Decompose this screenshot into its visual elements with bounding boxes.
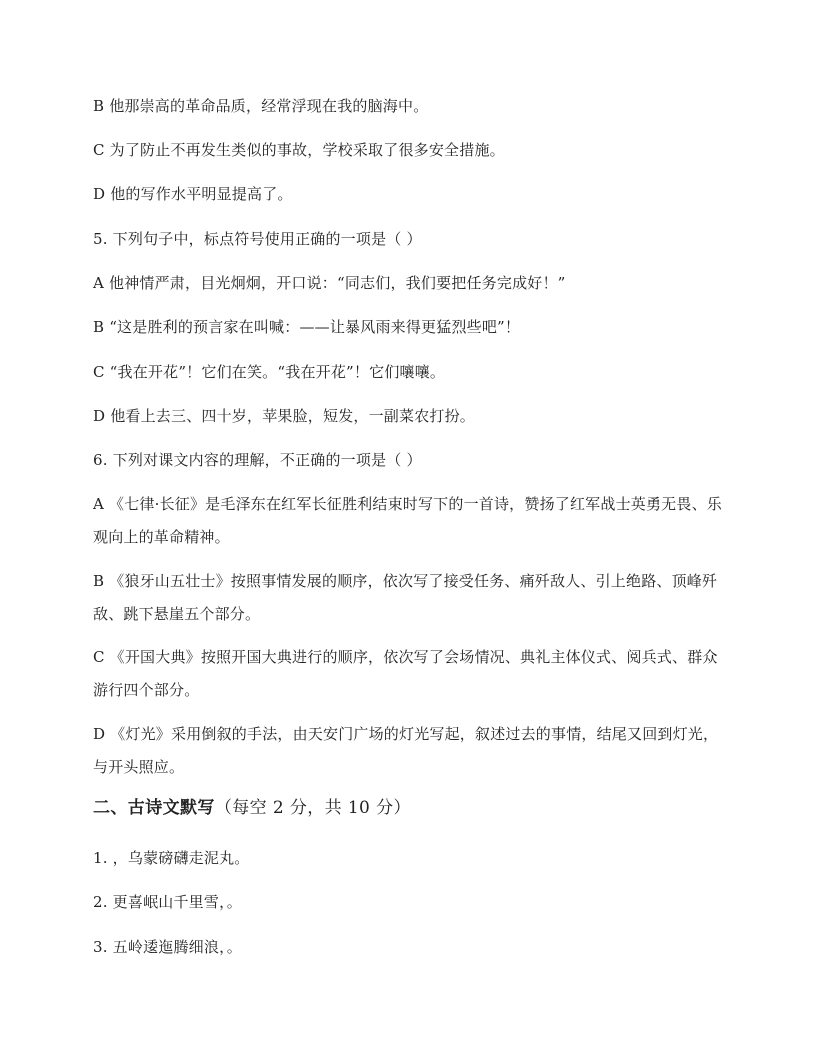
- option-q6-c: C 《开国大典》按照开国大典进行的顺序，依次写了会场情况、典礼主体仪式、阅兵式、群众游行四个部分。: [93, 648, 718, 699]
- section-2-title: 二、古诗文默写: [93, 798, 215, 818]
- option-q4-c: C 为了防止不再发生类似的事故，学校采取了很多安全措施。: [93, 141, 505, 159]
- option-q6-d: D 《灯光》采用倒叙的手法，由天安门广场的灯光写起，叙述过去的事情，结尾又回到灯光，与开头照应。: [93, 725, 719, 776]
- option-q5-d: D 他看上去三、四十岁，苹果脸，短发，一副菜农打扮。: [93, 407, 475, 425]
- option-q4-d: D 他的写作水平明显提高了。: [93, 185, 293, 203]
- option-q6-a: A 《七律·长征》是毛泽东在红军长征胜利结束时写下的一首诗，赞扬了红军战士英勇无畏、乐观向上的革命精神。: [93, 495, 722, 546]
- option-q6-b: B 《狼牙山五壮士》按照事情发展的顺序，依次写了接受任务、痛歼敌人、引上绝路、顶峰歼敌、跳下悬崖五个部分。: [93, 572, 718, 623]
- option-q4-b: B 他那崇高的革命品质，经常浮现在我的脑海中。: [93, 97, 429, 115]
- section-2-score-note: （每空 2 分，共 10 分）: [214, 798, 411, 818]
- poem-line-3: 3. 五岭逶迤腾细浪，。: [93, 938, 242, 956]
- section-2-heading: [93, 798, 723, 818]
- question-6: 6. 下列对课文内容的理解，不正确的一项是（ ）: [93, 451, 422, 469]
- poem-line-2: 2. 更喜岷山千里雪，。: [93, 893, 242, 911]
- option-q5-b: B “这是胜利的预言家在叫喊：——让暴风雨来得更猛烈些吧”！: [93, 318, 521, 336]
- option-q5-c: C “我在开花”！它们在笑。“我在开花”！它们嚷嚷。: [93, 363, 446, 381]
- poem-line-1: 1. ，乌蒙磅礴走泥丸。: [93, 849, 250, 867]
- option-q5-a: A 他神情严肃，目光炯炯，开口说：“同志们，我们要把任务完成好！”: [93, 274, 566, 292]
- question-5: 5. 下列句子中，标点符号使用正确的一项是（ ）: [93, 230, 422, 248]
